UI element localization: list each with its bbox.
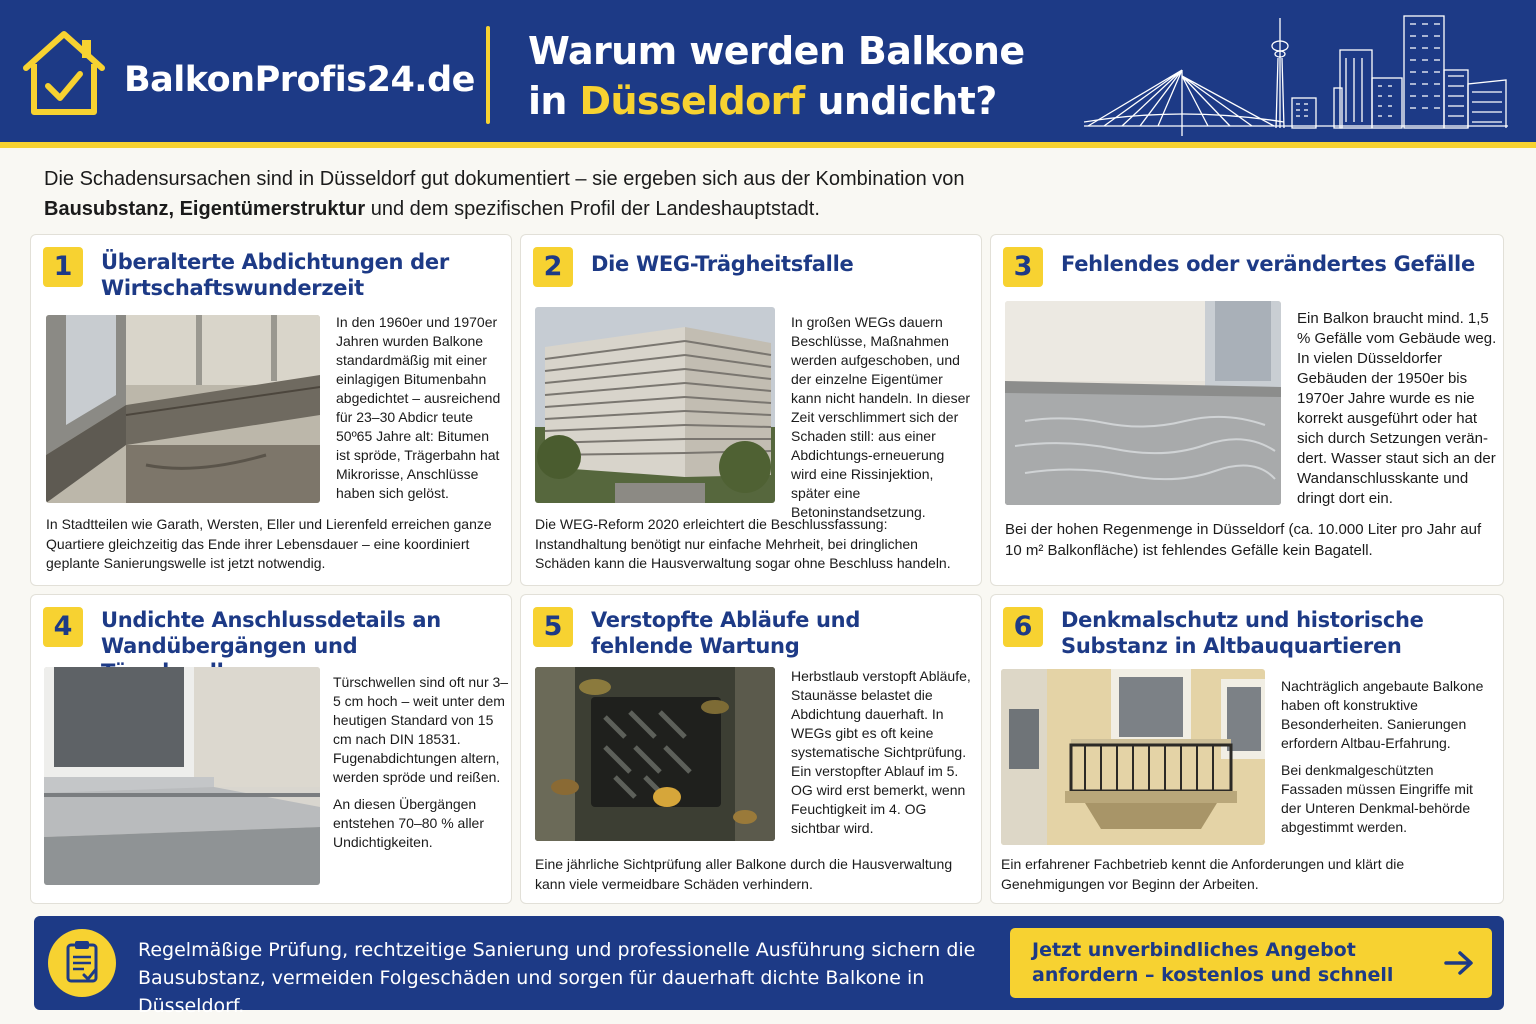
card-title-line-1: Die WEG-Trägheitsfalle	[591, 252, 854, 276]
card-paragraph-1: Türschwellen sind oft nur 3–5 cm hoch – weit unter dem heutigen Standard von 15 cm nach DIN 18531. Fugenabdichtungen altern, werden spröde und reißen.	[333, 674, 509, 785]
clipboard-check-icon	[48, 929, 116, 997]
card-paragraph-1: Ein Balkon braucht mind. 1,5 % Gefälle vom Gebäude weg. In vielen Düsseldorfer Gebäuden der 1950er bis 1970er Jahre wurde es nie korrekt ausgeführt oder hat sich durch Setzungen verän-dert. Wasser staut sich an der Wandanschlusskante und dringt dort ein.	[1297, 310, 1497, 507]
card-paragraph-2: An diesen Übergängen entstehen 70–80 % aller Undichtigkeiten.	[333, 796, 484, 850]
skyline-illustration	[1084, 10, 1514, 138]
photo-water-pooling-balcony	[1005, 301, 1281, 505]
photo-door-threshold	[44, 667, 320, 885]
request-quote-button[interactable]	[1010, 928, 1492, 998]
card-number: 3	[1003, 247, 1043, 287]
intro-line-1: Die Schadensursachen sind in Düsseldorf gut dokumentiert – sie ergeben sich aus der Kombination von	[44, 168, 965, 190]
card-title-line-1: Undichte Anschlussdetails an	[101, 608, 441, 632]
title-line-2	[528, 76, 1088, 126]
card-title	[1061, 607, 1424, 659]
card-1	[30, 234, 512, 586]
intro-text	[44, 164, 1044, 224]
header-accent-stripe	[0, 142, 1536, 148]
header	[0, 0, 1536, 142]
intro-bold: Bausubstanz, Eigentümerstruktur	[44, 198, 366, 220]
card-number: 2	[533, 247, 573, 287]
card-2	[520, 234, 982, 586]
card-title-line-2: Wirtschaftswunderzeit	[101, 276, 364, 300]
card-title-line-1: Überalterte Abdichtungen der	[101, 250, 449, 274]
card-4	[30, 594, 512, 904]
card-5	[520, 594, 982, 904]
card-side-text	[333, 673, 509, 852]
banner-text: Regelmäßige Prüfung, rechtzeitige Sanierung und professionelle Ausführung sichern die Bausubstanz, vermeiden Folgeschäden und sorgen für dauerhaft dichte Balkone in Düsseldorf.	[138, 939, 976, 1017]
card-title-line-1: Verstopfte Abläufe und	[591, 608, 861, 632]
title-pre: in	[528, 79, 580, 123]
photo-clogged-drain	[535, 667, 775, 841]
photo-old-balcony-slab	[46, 315, 320, 503]
card-title-line-2: Substanz in Altbauquartieren	[1061, 634, 1402, 658]
card-number: 6	[1003, 607, 1043, 647]
cta-label: Jetzt unverbindliches Angebot anfordern – kostenlos und schnell	[1032, 939, 1394, 986]
intro-rest: und dem spezifischen Profil der Landeshauptstadt.	[365, 198, 820, 220]
card-title-line-2: Wandübergängen und	[101, 634, 358, 658]
card-title-line-1: Denkmalschutz und historische	[1061, 608, 1424, 632]
card-footer-text: In Stadtteilen wie Garath, Wersten, Eller und Lierenfeld erreichen ganze Quartiere gleichzeitig das Ende ihrer Lebensdauer – eine koordiniert geplante Sanierungswelle ist jetzt notwendig.	[46, 516, 492, 571]
card-3	[990, 234, 1504, 586]
title-post: undicht?	[804, 79, 997, 123]
card-side-text	[336, 313, 506, 503]
arrow-right-icon	[1442, 947, 1476, 979]
card-title	[1061, 251, 1475, 277]
card-title	[591, 607, 860, 659]
card-side-text	[1281, 677, 1495, 837]
card-number: 1	[43, 247, 83, 287]
intro-line-2	[44, 194, 1044, 224]
card-paragraph-1: In großen WEGs dauern Beschlüsse, Maßnahmen werden aufgeschoben, und der einzelne Eigentümer kann nicht handeln. In dieser Zeit verschlimmert sich der Schaden still: aus einer Abdichtungs-erneuerung wird eine Rissinjektion, später eine Betoninstandsetzung.	[791, 314, 971, 520]
card-number: 4	[43, 607, 83, 647]
card-paragraph-1: Nachträglich angebaute Balkone haben oft konstruktive Besonderheiten. Sanierungen erfordern Altbau-Erfahrung.	[1281, 678, 1484, 751]
bottom-banner	[34, 916, 1504, 1017]
brand-name: BalkonProfis24.de	[124, 60, 475, 100]
page-title	[528, 26, 1088, 126]
card-side-text	[1297, 309, 1497, 509]
card-footer-text: Die WEG-Reform 2020 erleichtert die Beschlussfassung: Instandhaltung benötigt nur einfache Mehrheit, bei dringlichen Schäden kann die Hausverwaltung sogar ohne Beschluss handeln.	[535, 516, 951, 571]
card-side-text	[791, 313, 973, 522]
photo-historic-facade-balcony	[1001, 669, 1265, 845]
card-paragraph-1: Herbstlaub verstopft Abläufe, Staunässe belastet die Abdichtung dauerhaft. In WEGs gibt es oft keine systematische Sichtprüfung. Ein verstopfter Ablauf im 5. OG wird erst bemerkt, wenn Feuchtigkeit im 4. OG sichtbar wird.	[791, 668, 971, 836]
card-footer-text: Ein erfahrener Fachbetrieb kennt die Anforderungen und klärt die Genehmigungen vor Beginn der Arbeiten.	[1001, 856, 1405, 892]
card-footer-text: Eine jährliche Sichtprüfung aller Balkone durch die Hausverwaltung kann viele vermeidbare Schäden verhindern.	[535, 856, 953, 892]
header-divider	[486, 26, 490, 124]
card-title	[101, 249, 449, 301]
card-paragraph-2: Bei denkmalgeschützten Fassaden müssen Eingriffe mit der Unteren Denkmal-behörde abgestimmt werden.	[1281, 762, 1473, 835]
card-title	[591, 251, 853, 277]
card-title-line-1: Fehlendes oder verändertes Gefälle	[1061, 252, 1475, 276]
house-check-icon	[18, 26, 110, 118]
card-6	[990, 594, 1504, 904]
card-title-line-2: fehlende Wartung	[591, 634, 800, 658]
title-accent: Düsseldorf	[579, 79, 805, 123]
card-side-text	[791, 667, 977, 838]
photo-large-apartment-block	[535, 307, 775, 503]
card-footer-text: Bei der hohen Regenmenge in Düsseldorf (ca. 10.000 Liter pro Jahr auf 10 m² Balkonfläche) ist fehlendes Gefälle kein Bagatell.	[1005, 521, 1482, 559]
title-line-1: Warum werden Balkone	[528, 29, 1025, 73]
card-paragraph-1: In den 1960er und 1970er Jahren wurden Balkone standardmäßig mit einer einlagigen Bitumenbahn abgedichtet – ausreichend für 23–30 Abdicr teute 50º65 Jahre alt: Bitumen ist spröde, Trägerbahn hat Mikrorisse, Anschlüsse haben sich gelöst.	[336, 314, 501, 501]
card-number: 5	[533, 607, 573, 647]
